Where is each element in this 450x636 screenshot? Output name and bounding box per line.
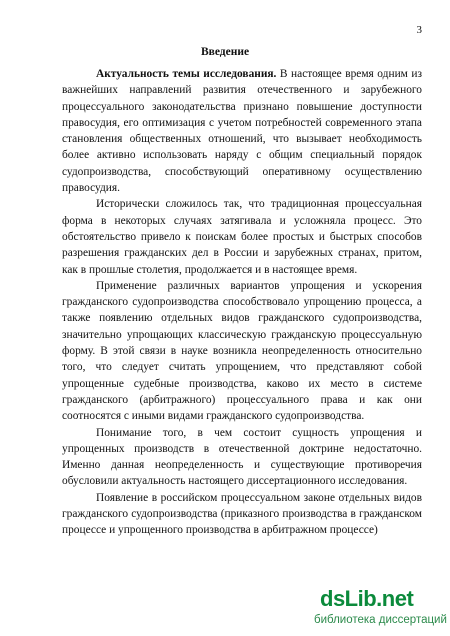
- paragraph-4: [62, 425, 422, 490]
- paragraph-lead: Актуальность темы исследования.: [96, 68, 277, 80]
- paragraph-text: Понимание того, в чем состоит сущность упрощения и упрощенных производств в отечественной доктрине недостаточно. Именно данная неопределенность и существующие противоречия обусловили актуальность настоящего диссертационного исследования.: [62, 426, 422, 488]
- paragraph-3: [62, 278, 422, 425]
- paragraph-text: Исторически сложилось так, что традиционная процессуальная форма в некоторых случаях затягивала и усложняла процесс. Это обстоятельство привело к поискам более простых и быстрых способов разрешения гражданских дел в России и зарубежных странах, притом, как в прошлые столетия, продолжается и в настоящее время.: [62, 198, 422, 276]
- paragraph-text: Применение различных вариантов упрощения и ускорения гражданского судопроизводства способствовало упрощению процесса, а также появлению отдельных видов гражданского судопроизводства, значительно упрощающих классическую гражданскую процессуальную форму. В этой связи в науке возникла неопределенность относительно того, что следует считать упрощением, что представляют собой упрощенные судебные производства, каково их место в системе гражданского (арбитражного) процессуального права и как они соотносятся с иными видами гражданского судопроизводства.: [62, 279, 422, 423]
- paragraph-2: [62, 196, 422, 277]
- page-number: 3: [416, 24, 422, 36]
- paragraph-1: [62, 66, 422, 196]
- watermark-subtitle: библиотека диссертаций: [314, 614, 447, 626]
- section-heading: Введение: [200, 46, 250, 58]
- paragraph-5: [62, 490, 422, 539]
- paragraph-text: В настоящее время одним из важнейших направлений развития отечественного и зарубежного процессуального законодательства признано повышение доступности правосудия, его оптимизация с учетом потребностей современного этапа становления общественных отношений, что вызывает необходимость более активно использовать наряду с общим специальный порядок судопроизводства, способствующий оперативному осуществлению правосудия.: [62, 68, 422, 195]
- watermark-logo: dsLib.net: [320, 586, 414, 611]
- dslib-watermark: [314, 586, 450, 632]
- document-body: [62, 66, 422, 539]
- paragraph-text: Появление в российском процессуальном законе отдельных видов гражданского судопроизводства (приказного производства в гражданском процессе и упрощенного производства в арбитражном процессе): [62, 491, 422, 537]
